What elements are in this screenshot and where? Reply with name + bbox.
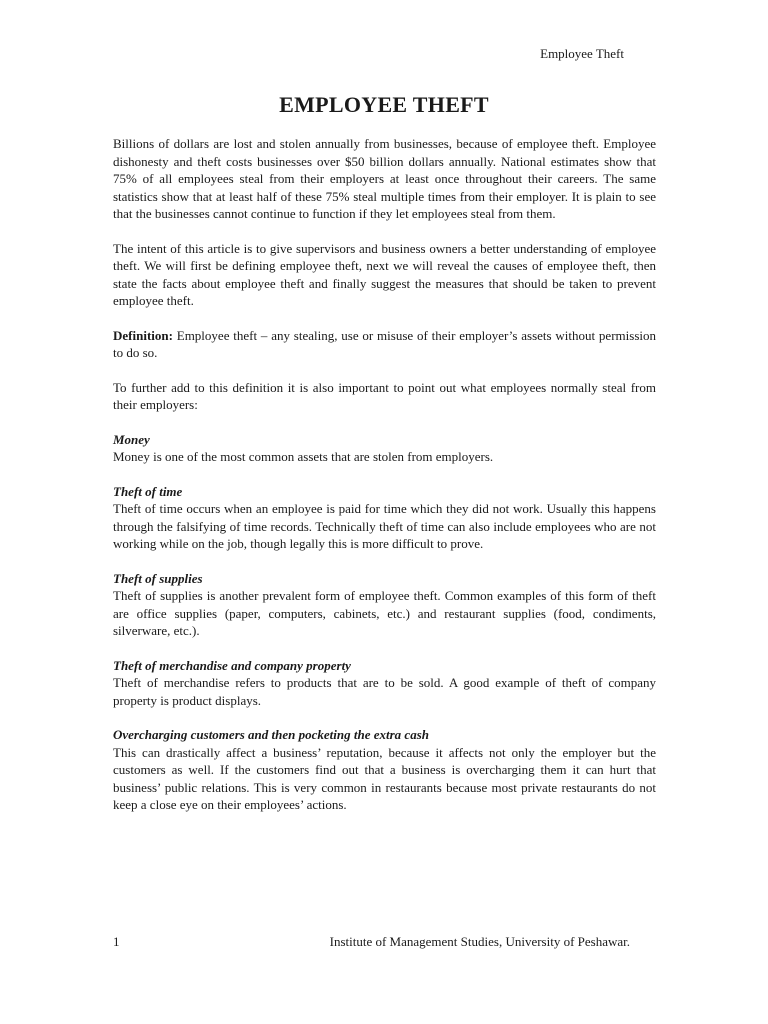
further-paragraph: To further add to this definition it is also important to point out what employees normally steal from their employers:	[113, 379, 656, 412]
intro-paragraph-2: The intent of this article is to give supervisors and business owners a better understanding of employee theft. We will first be defining employee theft, next we will reveal the causes of employee theft, then state the facts about employee theft and finally suggest the measures that should be taken to prevent employee theft.	[113, 240, 656, 308]
section-text: Theft of supplies is another prevalent form of employee theft. Common examples of this form of theft are office supplies (paper, computers, cabinets, etc.) and restaurant supplies (food, condiments, silverware, etc.).	[113, 588, 656, 638]
definition-text: Employee theft – any stealing, use or misuse of their employer’s assets without permission to do so.	[113, 327, 656, 360]
footer-institution: Institute of Management Studies, University of Peshawar.	[329, 934, 630, 949]
section-money	[113, 431, 656, 466]
section-heading: Theft of time	[113, 483, 183, 499]
section-text: This can drastically affect a business’ reputation, because it affects not only the employer but the customers as well. If the customers find out that a business is overcharging them it can hurt that business’ public relations. This is very common in restaurants because most private restaurants do not keep a close eye on their employees’ actions.	[113, 744, 656, 812]
document-title: EMPLOYEE THEFT	[279, 92, 489, 117]
document-body	[113, 135, 656, 831]
section-heading: Theft of merchandise and company property	[113, 657, 351, 673]
section-theft-of-supplies	[113, 570, 656, 640]
section-text: Theft of merchandise refers to products that are to be sold. A good example of theft of company property is product displays.	[113, 675, 656, 708]
page-number: 1	[113, 934, 120, 949]
definition-label: Definition:	[113, 327, 173, 343]
intro-paragraph-1: Billions of dollars are lost and stolen annually from businesses, because of employee theft. Employee dishonesty and theft costs businesses over $50 billion dollars annually. National estimates show that 75% of all employees steal from their employers at least once throughout their careers. The same statistics show that at least half of these 75% steal multiple times from their employer. It is plain to see that the businesses cannot continue to function if they let employees steal from them.	[113, 136, 656, 221]
definition-paragraph	[113, 327, 656, 362]
running-header: Employee Theft	[540, 46, 624, 61]
section-overcharging	[113, 726, 656, 814]
section-theft-of-time	[113, 483, 656, 553]
section-heading: Theft of supplies	[113, 570, 203, 586]
section-theft-of-merchandise	[113, 657, 656, 710]
section-text: Theft of time occurs when an employee is paid for time which they did not work. Usually this happens through the falsifying of time records. Technically theft of time can also include employees who are not working while on the job, though legally this is more difficult to prove.	[113, 501, 656, 551]
section-heading: Overcharging customers and then pocketing the extra cash	[113, 727, 429, 742]
section-heading: Money	[113, 431, 150, 447]
section-text: Money is one of the most common assets that are stolen from employers.	[113, 449, 494, 464]
